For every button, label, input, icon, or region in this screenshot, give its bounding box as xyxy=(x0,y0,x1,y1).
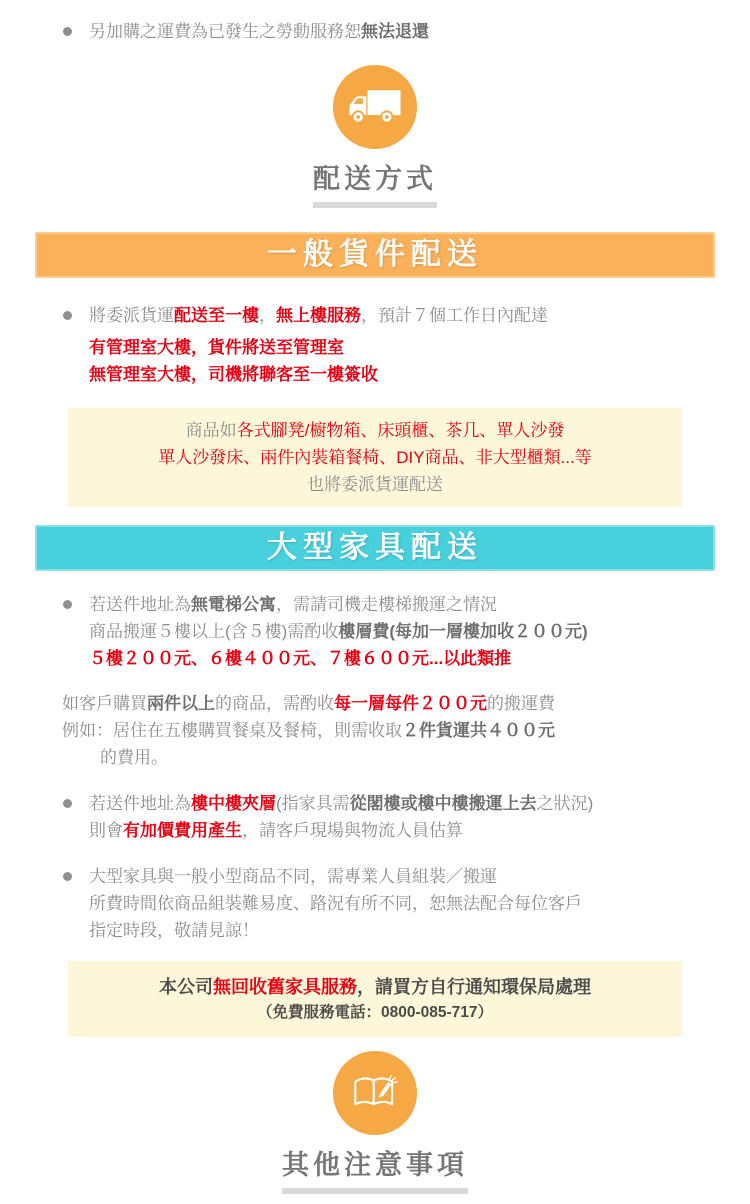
list-item xyxy=(62,790,710,844)
list-item xyxy=(62,302,710,388)
text-line: 若送件地址為無電梯公寓，需請司機走樓梯搬運之情況 xyxy=(89,595,497,614)
delivery-title-wrap xyxy=(313,157,437,208)
title-underline xyxy=(282,1188,468,1194)
text-line: 所費時間依商品組裝難易度、路況有所不同，恕無法配合每位客戶 xyxy=(89,894,582,913)
book-pen-icon xyxy=(333,1051,417,1135)
text-line: ５樓２００元、６樓４００元、７樓６００元...以此類推 xyxy=(89,649,512,668)
text-line: 本公司無回收舊家具服務，請買方自行通知環保局處理 xyxy=(159,977,591,997)
surcharge-example-paragraph xyxy=(62,690,710,771)
list-item xyxy=(62,591,710,672)
general-freight-content xyxy=(62,302,710,388)
title-underline xyxy=(313,202,437,208)
service-phone-line: （免費服務電話：0800-085-717） xyxy=(256,1004,494,1021)
text-line: 指定時段，敬請見諒！ xyxy=(89,921,259,940)
text-line: 則會有加價費用產生，請客戶現場與物流人員估算 xyxy=(89,821,463,840)
text-line: 單人沙發床、兩件內裝箱餐椅、DIY商品、非大型櫃類...等 xyxy=(158,448,592,467)
general-freight-banner: 一般貨件配送 xyxy=(35,232,715,278)
text-line: 將委派貨運配送至一樓，無上樓服務，預計７個工作日內配達 xyxy=(89,306,548,325)
bullet-dot-icon xyxy=(63,872,72,881)
general-freight-note-box xyxy=(68,408,682,507)
text-line: 若送件地址為樓中樓夾層(指家具需從閣樓或樓中樓搬運上去之狀況) xyxy=(89,794,594,813)
text-line: 也將委派貨運配送 xyxy=(307,475,443,494)
text-line: 商品搬運５樓以上(含５樓)需酌收樓層費(每加一層樓加收２００元) xyxy=(89,622,588,641)
bullet-dot-icon xyxy=(63,799,72,808)
text-line: 如客戶購買兩件以上的商品，需酌收每一層每件２００元的搬運費 xyxy=(62,694,555,713)
bullet-dot-icon xyxy=(63,27,72,36)
delivery-header xyxy=(0,65,750,208)
text-line: 商品如各式腳凳/櫥物箱、床頭櫃、茶几、單人沙發 xyxy=(185,421,565,440)
list-item xyxy=(62,863,710,944)
bullet-dot-icon xyxy=(63,600,72,609)
no-recycle-note-box xyxy=(68,961,682,1037)
text-line: 有管理室大樓，貨件將送至管理室 xyxy=(89,338,344,357)
text-line: 無管理室大樓，司機將聯客至一樓簽收 xyxy=(89,365,378,384)
top-note-text: 另加購之運費為已發生之勞動服務恕無法退還 xyxy=(89,22,429,41)
large-furniture-content xyxy=(62,591,710,944)
truck-icon xyxy=(333,65,417,149)
text-line: 的費用。 xyxy=(100,748,168,767)
large-furniture-banner: 大型家具配送 xyxy=(35,525,715,571)
bullet-dot-icon xyxy=(63,311,72,320)
other-notes-header xyxy=(0,1051,750,1204)
text-line: 大型家具與一般小型商品不同，需專業人員組裝／搬運 xyxy=(89,867,497,886)
other-notes-title: 其他注意事項 xyxy=(282,1150,468,1180)
delivery-title: 配送方式 xyxy=(313,164,437,194)
top-note-item xyxy=(62,18,712,45)
text-line: 例如：居住在五樓購買餐桌及餐椅，則需收取２件貨運共４００元 xyxy=(62,721,555,740)
